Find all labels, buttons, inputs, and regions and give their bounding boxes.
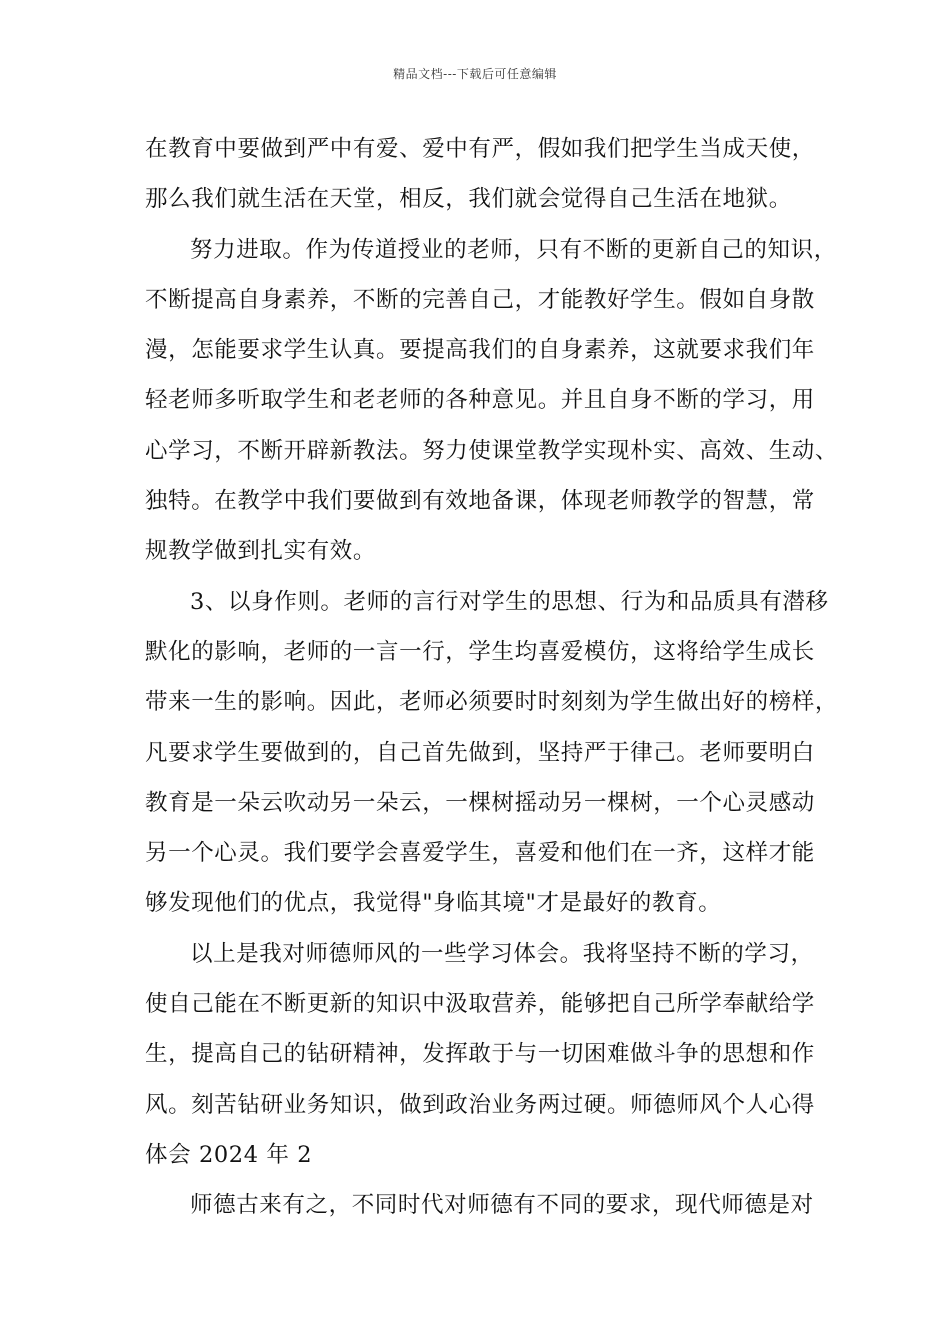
text-line: 使自己能在不断更新的知识中汲取营养，能够把自己所学奉献给学 <box>145 991 815 1018</box>
text-line: 不断提高自身素养，不断的完善自己，才能教好学生。假如自身散 <box>145 286 815 313</box>
text-line: 漫，怎能要求学生认真。要提高我们的自身素养，这就要求我们年 <box>145 337 815 364</box>
text-line: 体会 2024 年 2 <box>145 1141 313 1168</box>
text-line: 凡要求学生要做到的，自己首先做到，坚持严于律己。老师要明白 <box>145 739 815 766</box>
text-line: 3、以身作则。老师的言行对学生的思想、行为和品质具有潜移 <box>190 588 829 615</box>
text-line: 师德古来有之，不同时代对师德有不同的要求，现代师德是对 <box>190 1192 814 1219</box>
text-line: 带来一生的影响。因此，老师必须要时时刻刻为学生做出好的榜样， <box>145 689 839 716</box>
text-line: 以上是我对师德师风的一些学习体会。我将坚持不断的学习， <box>190 940 814 967</box>
text-line: 努力进取。作为传道授业的老师，只有不断的更新自己的知识， <box>190 236 837 263</box>
text-line: 默化的影响，老师的一言一行，学生均喜爱模仿，这将给学生成长 <box>145 638 815 665</box>
text-line: 独特。在教学中我们要做到有效地备课，体现老师教学的智慧，常 <box>145 488 815 515</box>
document-body <box>145 132 839 1239</box>
text-line: 轻老师多听取学生和老老师的各种意见。并且自身不断的学习，用 <box>145 387 815 414</box>
page-header: 精品文档---下载后可任意编辑 <box>393 67 557 81</box>
text-line: 在教育中要做到严中有爱、爱中有严，假如我们把学生当成天使， <box>145 136 815 162</box>
text-line: 规教学做到扎实有效。 <box>145 538 377 565</box>
text-line: 生，提高自己的钻研精神，发挥敢于与一切困难做斗争的思想和作 <box>145 1041 815 1068</box>
text-line: 风。刻苦钻研业务知识，做到政治业务两过硬。师德师风个人心得 <box>145 1091 815 1118</box>
text-line: 教育是一朵云吹动另一朵云，一棵树摇动另一棵树，一个心灵感动 <box>145 789 815 816</box>
text-line: 够发现他们的优点，我觉得"身临其境"才是最好的教育。 <box>145 890 722 917</box>
text-line: 另一个心灵。我们要学会喜爱学生，喜爱和他们在一齐，这样才能 <box>145 840 815 867</box>
text-line: 心学习，不断开辟新教法。努力使课堂教学实现朴实、高效、生动、 <box>145 437 839 464</box>
text-line: 那么我们就生活在天堂，相反，我们就会觉得自己生活在地狱。 <box>145 186 792 213</box>
